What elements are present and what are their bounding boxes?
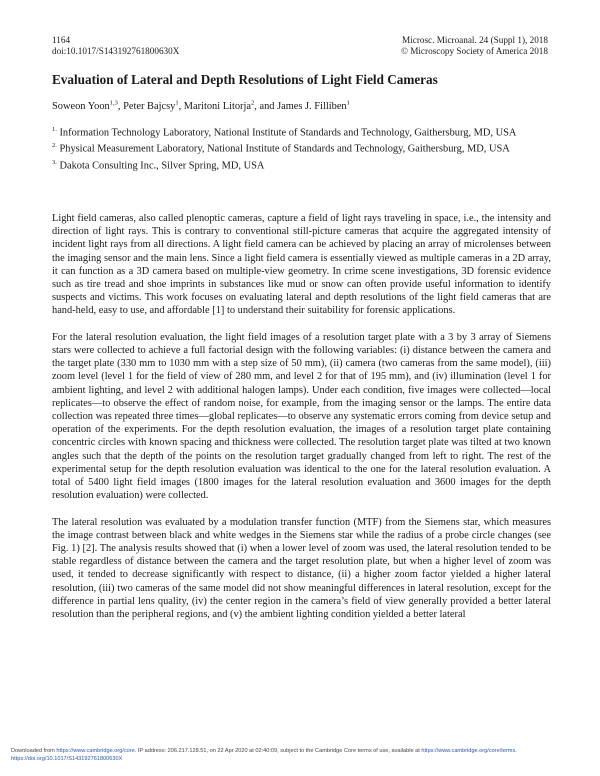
- affiliation: $^{1.}$ Information Technology Laboratory, National Institute of Standards and Technology, Gaithersburg, MD, USA: [52, 126, 517, 139]
- abstract-body: [52, 212, 551, 634]
- journal-citation: Microsc. Microanal. 24 (Suppl 1), 2018: [402, 35, 548, 45]
- affiliation: $^{3.}$ Dakota Consulting Inc., Silver Spring, MD, USA: [52, 158, 265, 172]
- paragraph: The lateral resolution was evaluated by a modulation transfer function (MTF) from the Siemens star, which measures the image contrast between black and white wedges in the Siemens star while the radius of a probe circle changes (see Fig. 1) [2]. The analysis results showed that (i) when a lower level of zoom was used, the lateral resolution tended to be stable regardless of distance between the camera and the target resolution plate, but when a higher level of zoom was used, it tended to decrease significantly with respect to distance, (ii) a higher zoom factor yielded a higher lateral resolution, (iii) two cameras of the same model did not show meaningful differences in lateral resolution, except for the difference in partial lens quality, (iv) the center region in the camera’s field of view generally provided a better lateral resolution than the peripheral regions, and (v) the ambient lighting condition yielded a better lateral: [52, 516, 551, 621]
- doi-link[interactable]: https://doi.org/10.1017/S143192761800630X: [11, 755, 123, 762]
- author: Soweon Yoon$^{1,3}$,: [52, 100, 124, 113]
- author: Maritoni Litorja$^2$, and: [183, 100, 278, 113]
- paragraph: For the lateral resolution evaluation, the light field images of a resolution target plate with a 3 by 3 array of Siemens stars were collected to achieve a full factorial design with the following variables: (i) distance between the camera and the target plate (330 mm to 1030 mm with a step size of 50 mm), (ii) camera (two cameras from the same model), (iii) zoom level (level 1 for the field of view of 280 mm, and level 2 for that of 195 mm), and (iv) illumination (level 1 for ambient lighting, and level 2 with additional halogen lamps). Under each condition, five images were collected—local replicates—to observe the effect of random noise, for example, from the imaging sensor or the lamps. The entire data collection was repeated three times—global replicates—to observe any systematic errors coming from device setup and operation of the experiments. For the depth resolution evaluation, the images of a resolution target plate containing concentric circles with known spacing and thickness were collected. The resolution target plate was tilted at two known angles such that the depth of the points on the resolution target gradually changed from left to right. The rest of the experimental setup for the depth resolution evaluation was identical to the one for the lateral resolution evaluation. A total of 5400 light field images (1800 images for the lateral resolution evaluation and 3600 images for the depth resolution evaluation) were collected.: [52, 331, 551, 502]
- affiliation: $^{2.}$ Physical Measurement Laboratory, National Institute of Standards and Technology, Gaithersburg, MD, USA: [52, 142, 510, 155]
- doi[interactable]: doi:10.1017/S143192761800630X: [52, 46, 180, 56]
- paragraph: Light field cameras, also called plenoptic cameras, capture a field of light rays traveling in space, i.e., the intensity and direction of light rays. This is contrary to conventional still-picture cameras that acquire the aggregated intensity of incident light rays from all directions. A light field camera can be achieved by placing an array of microlenses between the imaging sensor and the main lens. Since a light field camera is essentially viewed as multiple cameras in a 2D array, it can function as a 3D camera based on multiple-view geometry. In crime scene investigations, 3D forensic evidence such as tire tread and shoe imprints in substances like mud or snow can often provide useful information to identify suspects and victims. This work focuses on evaluating lateral and depth resolutions of the light field cameras that are hand-held, easy to use, and affordable [1] to understand their suitability for forensic applications.: [52, 213, 551, 317]
- page-number: 1164: [52, 35, 71, 45]
- paper-title: Evaluation of Lateral and Depth Resolutions of Light Field Cameras: [52, 72, 438, 87]
- affiliations: [52, 123, 552, 172]
- terms-link[interactable]: https://www.cambridge.org/core/terms: [421, 748, 516, 754]
- copyright: © Microscopy Society of America 2018: [400, 46, 548, 56]
- header-left: [52, 35, 179, 57]
- author: James J. Filliben$^1$: [277, 100, 350, 113]
- header-right: [401, 35, 548, 57]
- author: Peter Bajcsy$^1$,: [123, 100, 184, 113]
- download-footer: Downloaded from https://www.cambridge.org/core. IP address: 206.217.128.51, on 22 Apr 2020 at 02:40:09, subject to the Cambridge Core terms of use, available at https://www.cambridge.org/core/terms. https://doi.org/10.1017/S143192761800630X: [11, 748, 517, 762]
- author-list: [52, 100, 350, 112]
- cambridge-core-link[interactable]: https://www.cambridge.org/core: [56, 748, 135, 754]
